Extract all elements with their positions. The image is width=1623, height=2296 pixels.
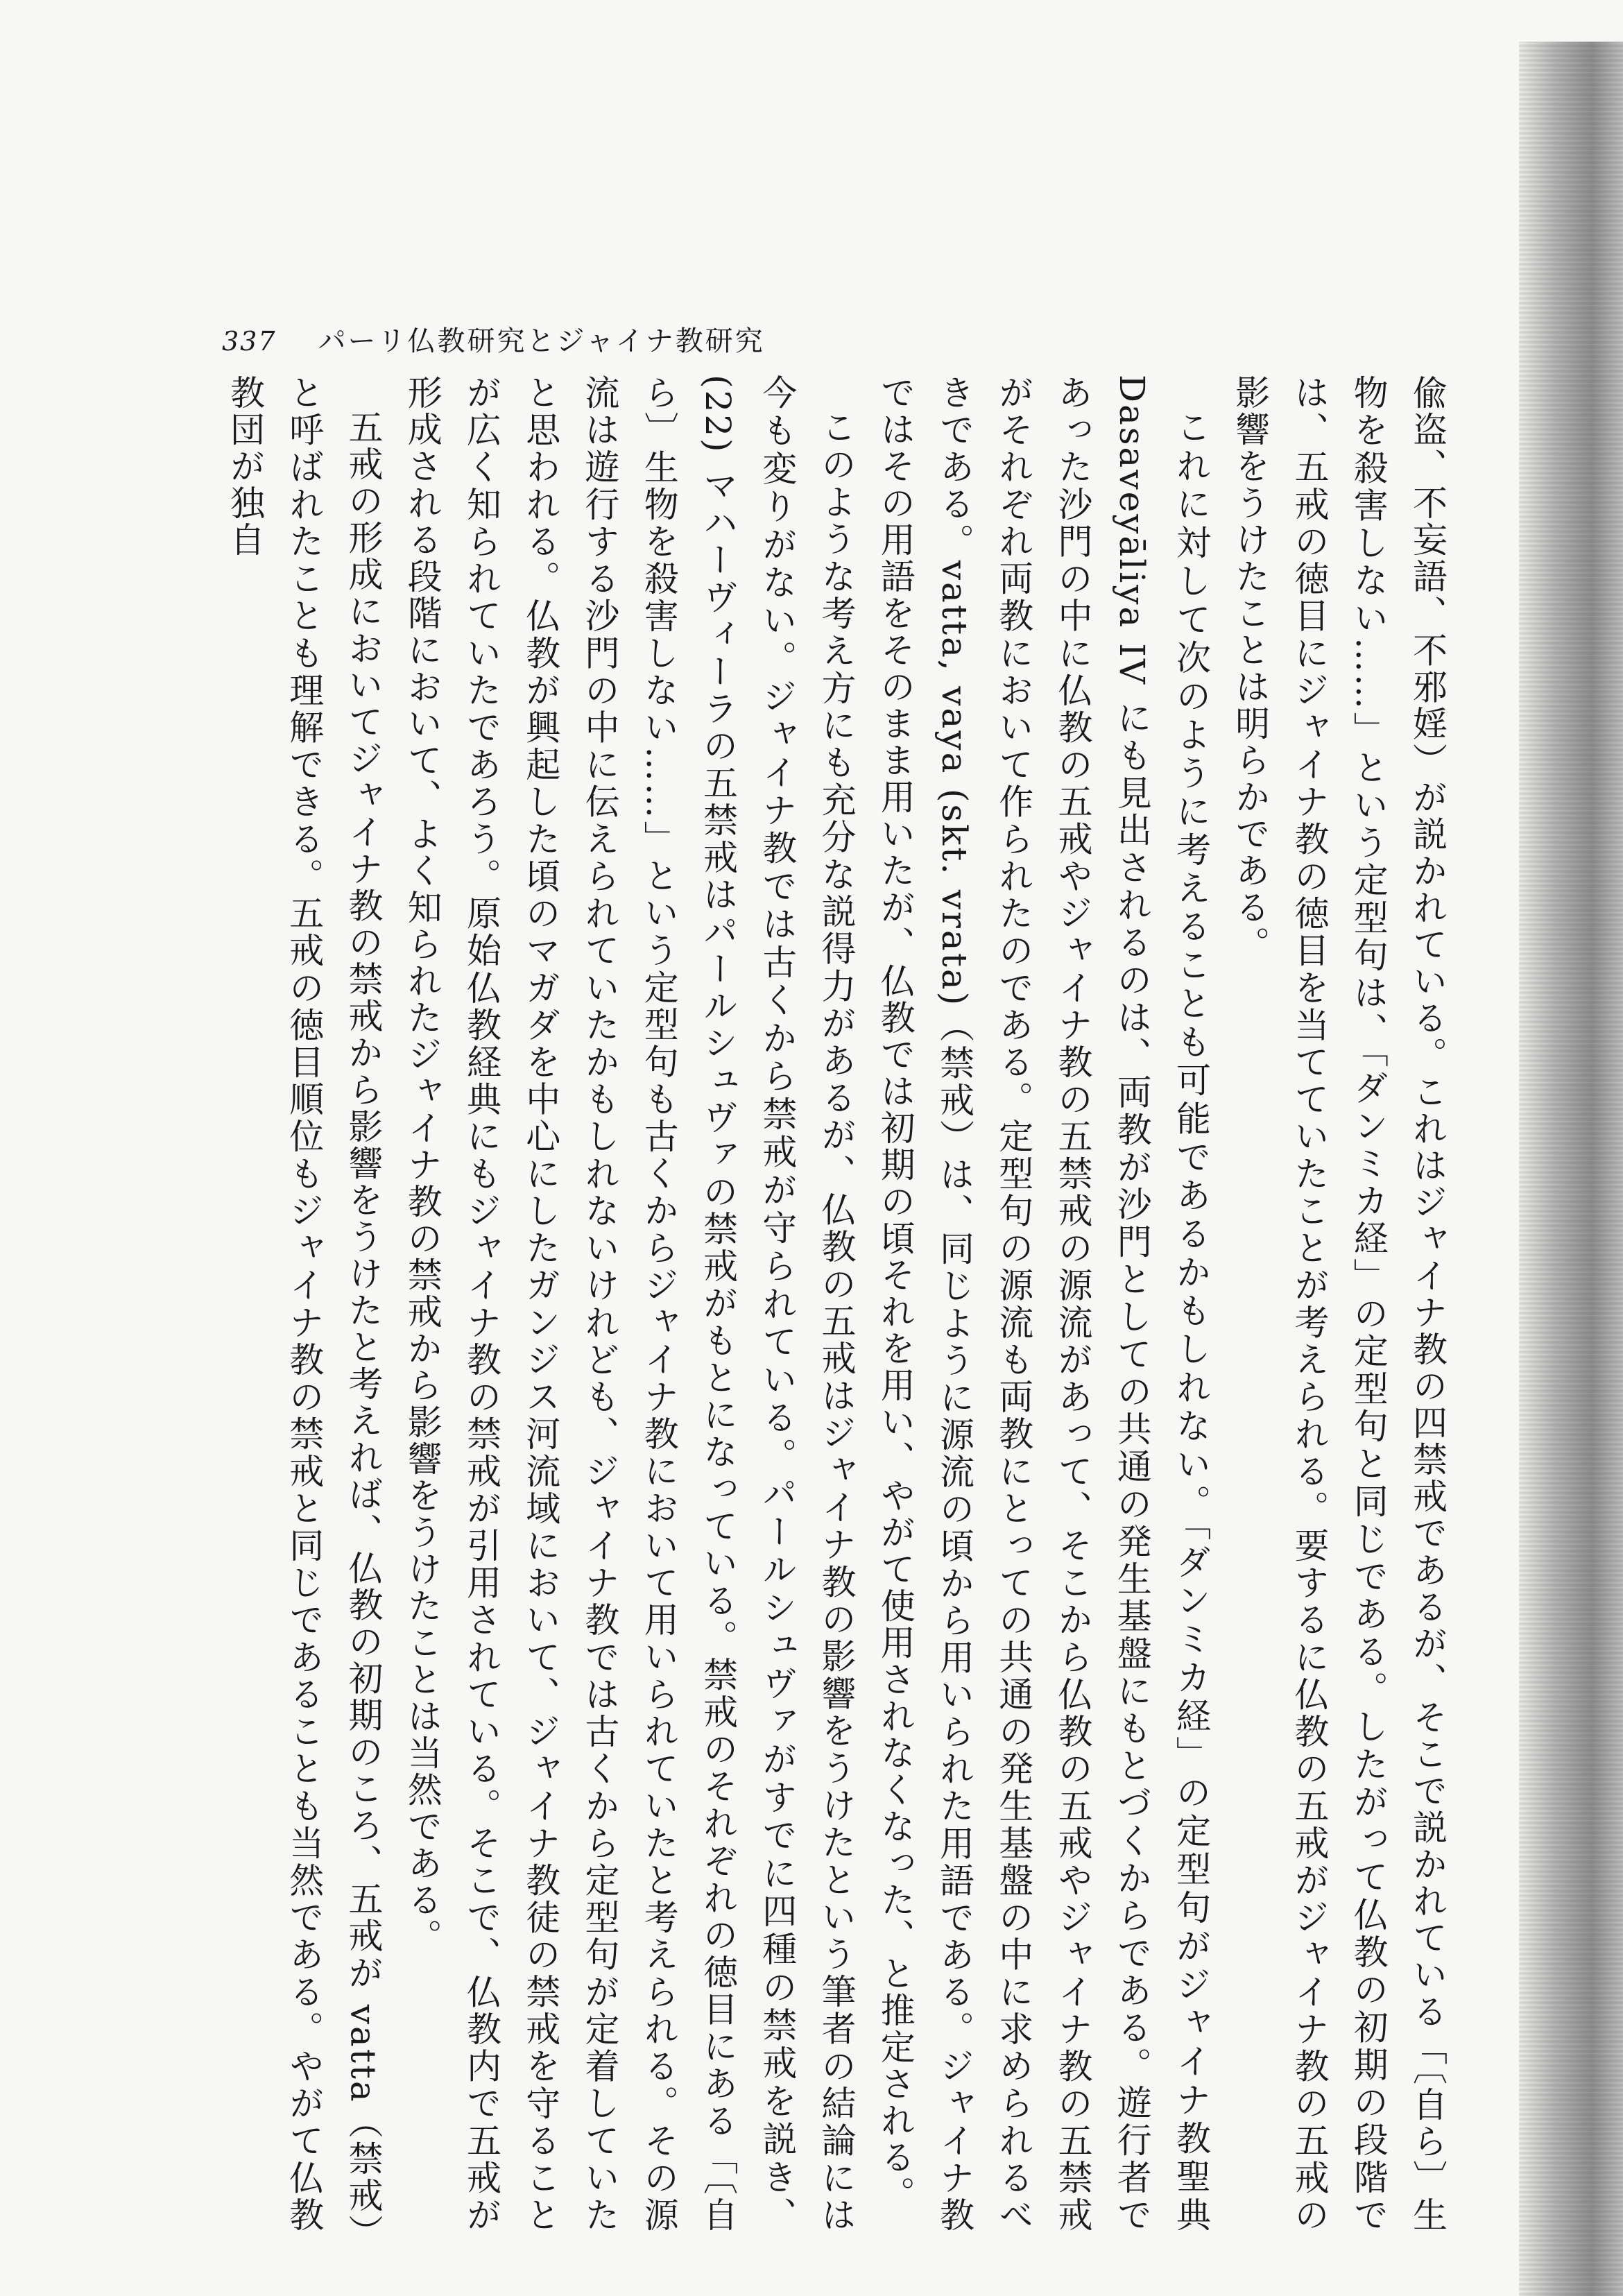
paragraph-1: 偸盗、不妄語、不邪婬）が説かれている。これはジャイナ教の四禁戒であるが、そこで説かれている「〔自ら〕生物を殺害しない……」という定型句は、「ダンミカ経」の定型句と同じである。したがって仏教の初期の段階では、五戒の徳目にジャイナ教の徳目を当てていたことが考えられる。要するに仏教の五戒がジャイナ教の五戒の影響をうけたことは明らかである。	[1230, 375, 1448, 2234]
paragraph-4: 五戒の形成においてジャイナ教の禁戒から影響をうけたと考えれば、仏教の初期のころ、五戒が vatta（禁戒）と呼ばれたことも理解できる。五戒の徳目順位もジャイナ教の禁戒と同じであることも当然である。やがて仏教教団が独自	[225, 375, 384, 2234]
page-number: 337	[222, 326, 277, 357]
vertical-text-body	[201, 375, 1457, 2234]
scan-edge-shadow	[1519, 42, 1623, 2296]
running-title: パーリ仏教研究とジャイナ教研究	[318, 325, 765, 357]
page-header	[222, 319, 765, 359]
paragraph-2: これに対して次のように考えることも可能であるかもしれない。「ダンミカ経」の定型句がジャイナ教聖典 Dasaveyāliya IV にも見出されるのは、両教が沙門としての共通の発生基盤にもとづくからである。遊行者であった沙門の中に仏教の五戒やジャイナ教の五禁戒の源流があって、そこから仏教の五戒やジャイナ教の五禁戒がそれぞれ両教において作られたのである。定型句の源流も両教にとっての共通の発生基盤の中に求められるべきである。vatta, vaya (skt. vrata)（禁戒）は、同じように源流の頃から用いられた用語である。ジャイナ教ではその用語をそのまま用いたが、仏教では初期の頃それを用い、やがて使用されなくなった、と推定される。	[875, 375, 1211, 2234]
paragraph-3: このような考え方にも充分な説得力があるが、仏教の五戒はジャイナ教の影響をうけたという筆者の結論には今も変りがない。ジャイナ教では古くから禁戒が守られている。パールシュヴァがすでに四種の禁戒を説き、(22) マハーヴィーラの五禁戒はパールシュヴァの禁戒がもとになっている。禁戒のそれぞれの徳目にある「〔自ら〕生物を殺害しない……」という定型句も古くからジャイナ教において用いられていたと考えられる。その源流は遊行する沙門の中に伝えられていたかもしれないけれども、ジャイナ教では古くから定型句が定着していたと思われる。仏教が興起した頃のマガダを中心にしたガンジス河流域において、ジャイナ教徒の禁戒を守ることが広く知られていたであろう。原始仏教経典にもジャイナ教の禁戒が引用されている。そこで、仏教内で五戒が形成される段階において、よく知られたジャイナ教の禁戒から影響をうけたことは当然である。	[402, 375, 857, 2234]
